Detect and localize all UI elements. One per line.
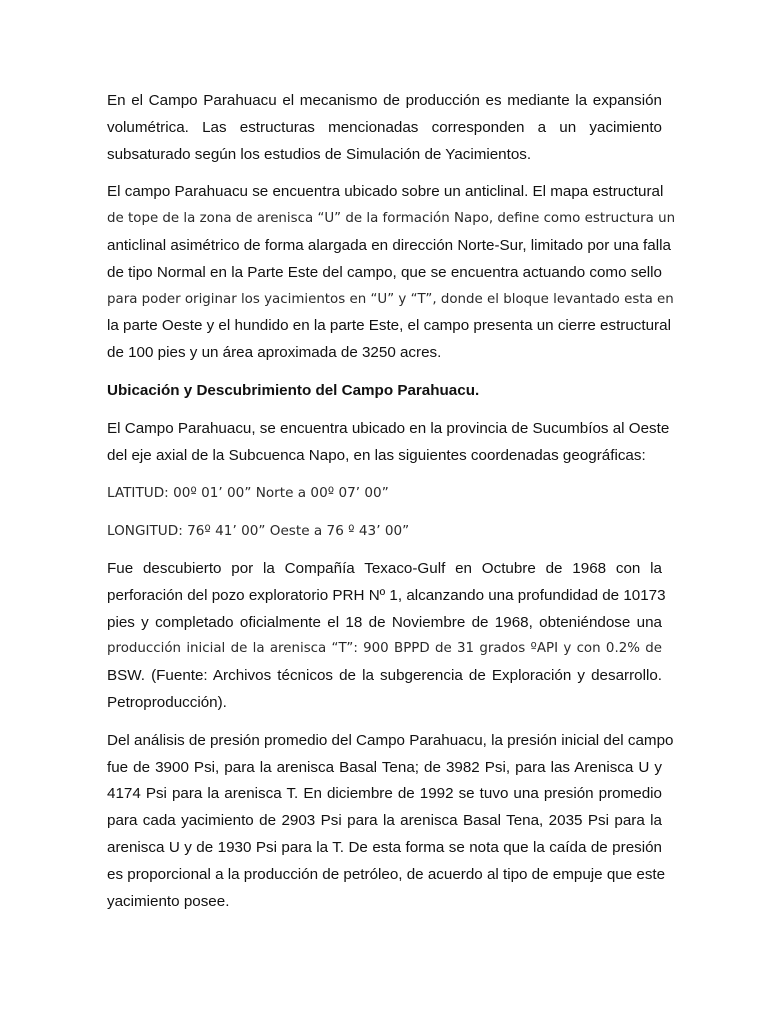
paragraph-production-mechanism (107, 88, 662, 168)
text-line: Fue descubierto por la Compañía Texaco-Gulf en Octubre de 1968 con la (107, 559, 662, 577)
text-line: Del análisis de presión promedio del Campo Parahuacu, la presión inicial del campo (107, 731, 674, 749)
paragraph-structure (107, 179, 676, 367)
text-line: la parte Oeste y el hundido en la parte Este, el campo presenta un cierre estructural (107, 317, 671, 335)
text-line: del eje axial de la Subcuenca Napo, en las siguientes coordenadas geográficas: (107, 446, 646, 464)
text-line: El Campo Parahuacu, se encuentra ubicado en la provincia de Sucumbíos al Oeste (107, 419, 670, 437)
longitude-line: LONGITUD: 76º 41’ 00” Oeste a 76 º 43’ 00” (107, 523, 410, 540)
text-line: anticlinal asimétrico de forma alargada en dirección Norte-Sur, limitado por una falla (107, 236, 671, 254)
text-line: subsaturado según los estudios de Simulación de Yacimientos. (107, 145, 532, 163)
text-line: BSW. (Fuente: Archivos técnicos de la subgerencia de Exploración y desarrollo. (107, 667, 662, 685)
text-line: perforación del pozo exploratorio PRH Nº 1, alcanzando una profundidad de 10173 (107, 586, 666, 604)
text-line: para poder originar los yacimientos en “U” y “T”, donde el bloque levantado esta en (107, 291, 674, 307)
paragraph-pressure (107, 728, 674, 916)
text-line: para cada yacimiento de 2903 Psi para la arenisca Basal Tena, 2035 Psi para la (107, 812, 662, 830)
text-line: volumétrica. Las estructuras mencionadas corresponden a un yacimiento (107, 118, 662, 136)
text-line: de tipo Normal en la Parte Este del campo, que se encuentra actuando como sello (107, 263, 662, 281)
text-line: pies y completado oficialmente el 18 de Noviembre de 1968, obteniéndose una (107, 613, 662, 631)
text-line: yacimiento posee. (107, 892, 230, 910)
text-line: Petroproducción). (107, 693, 227, 711)
text-line: de tope de la zona de arenisca “U” de la formación Napo, define como estructura un (107, 211, 676, 227)
text-line: El campo Parahuacu se encuentra ubicado sobre un anticlinal. El mapa estructural (107, 183, 664, 201)
paragraph-location (107, 416, 670, 470)
text-line: fue de 3900 Psi, para la arenisca Basal Tena; de 3982 Psi, para las Arenisca U y (107, 758, 662, 776)
text-line: es proporcional a la producción de petróleo, de acuerdo al tipo de empuje que este (107, 865, 666, 883)
paragraph-discovery (107, 556, 666, 717)
section-heading: Ubicación y Descubrimiento del Campo Parahuacu. (107, 381, 480, 399)
document-page (107, 88, 676, 926)
text-line: producción inicial de la arenisca “T”: 900 BPPD de 31 grados ºAPI y con 0.2% de (107, 641, 662, 657)
text-line: 4174 Psi para la arenisca T. En diciembre de 1992 se tuvo una presión promedio (107, 785, 662, 803)
latitude-line: LATITUD: 00º 01’ 00” Norte a 00º 07’ 00” (107, 485, 389, 502)
text-line: En el Campo Parahuacu el mecanismo de producción es mediante la expansión (107, 92, 662, 109)
text-line: arenisca U y de 1930 Psi para la T. De esta forma se nota que la caída de presión (107, 838, 662, 856)
text-line: de 100 pies y un área aproximada de 3250 acres. (107, 344, 442, 362)
